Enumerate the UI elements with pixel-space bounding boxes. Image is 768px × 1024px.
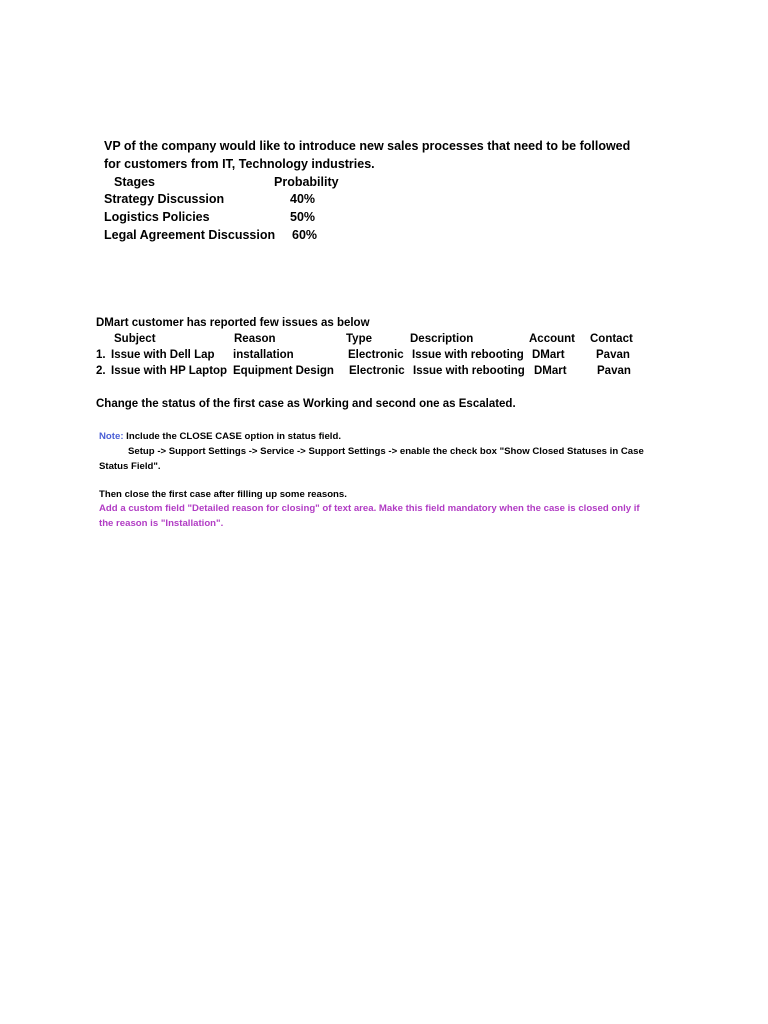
type-header: Type	[346, 333, 372, 345]
issue-contact: Pavan	[597, 365, 631, 377]
change-status-instruction: Change the status of the first case as Working and second one as Escalated.	[96, 398, 516, 410]
stages-header: Stages	[114, 175, 155, 189]
issue-description: Issue with rebooting	[413, 365, 525, 377]
stage-row	[104, 210, 424, 228]
stage-name: Logistics Policies	[104, 210, 210, 224]
contact-header: Contact	[590, 333, 633, 345]
issue-contact: Pavan	[596, 349, 630, 361]
issue-number: 1.	[96, 349, 106, 361]
issue-reason: Equipment Design	[233, 365, 334, 377]
stage-row	[104, 192, 424, 210]
issue-account: DMart	[532, 349, 565, 361]
issue-number: 2.	[96, 365, 106, 377]
intro-line-2: for customers from IT, Technology industries.	[104, 157, 375, 171]
stage-name: Legal Agreement Discussion	[104, 228, 276, 242]
issue-description: Issue with rebooting	[412, 349, 524, 361]
note-line-2: Setup -> Support Settings -> Service -> Support Settings -> enable the check box "Show Closed Statuses in Case	[128, 446, 644, 457]
issue-type: Electronic	[348, 349, 404, 361]
note-text: Include the CLOSE CASE option in status field.	[123, 431, 341, 442]
issue-subject: Issue with Dell Lap	[111, 349, 215, 361]
issues-header-row	[96, 333, 656, 349]
issue-type: Electronic	[349, 365, 405, 377]
issue-row	[96, 349, 656, 365]
note-label: Note:	[99, 431, 124, 442]
stages-header-row	[104, 175, 424, 193]
custom-field-line-1: Add a custom field "Detailed reason for closing" of text area. Make this field mandatory when the case is closed only if	[99, 503, 640, 514]
issue-account: DMart	[534, 365, 567, 377]
account-header: Account	[529, 333, 575, 345]
custom-field-line-2: the reason is "Installation".	[99, 518, 224, 529]
issue-reason: installation	[233, 349, 294, 361]
reason-header: Reason	[234, 333, 276, 345]
note-line-1	[99, 431, 341, 442]
description-header: Description	[410, 333, 474, 345]
stage-probability: 40%	[290, 192, 316, 206]
subject-header: Subject	[114, 333, 156, 345]
probability-header: Probability	[274, 175, 339, 189]
intro-line-1: VP of the company would like to introduce new sales processes that need to be followed	[104, 139, 631, 153]
stage-name: Strategy Discussion	[104, 192, 225, 206]
stage-probability: 60%	[292, 228, 318, 242]
issues-title: DMart customer has reported few issues as below	[96, 317, 370, 329]
stage-row	[104, 228, 424, 246]
note-line-3: Status Field".	[99, 461, 161, 472]
close-case-instruction: Then close the first case after filling up some reasons.	[99, 489, 347, 500]
stage-probability: 50%	[290, 210, 316, 224]
issue-subject: Issue with HP Laptop	[111, 365, 228, 377]
issue-row	[96, 365, 656, 381]
